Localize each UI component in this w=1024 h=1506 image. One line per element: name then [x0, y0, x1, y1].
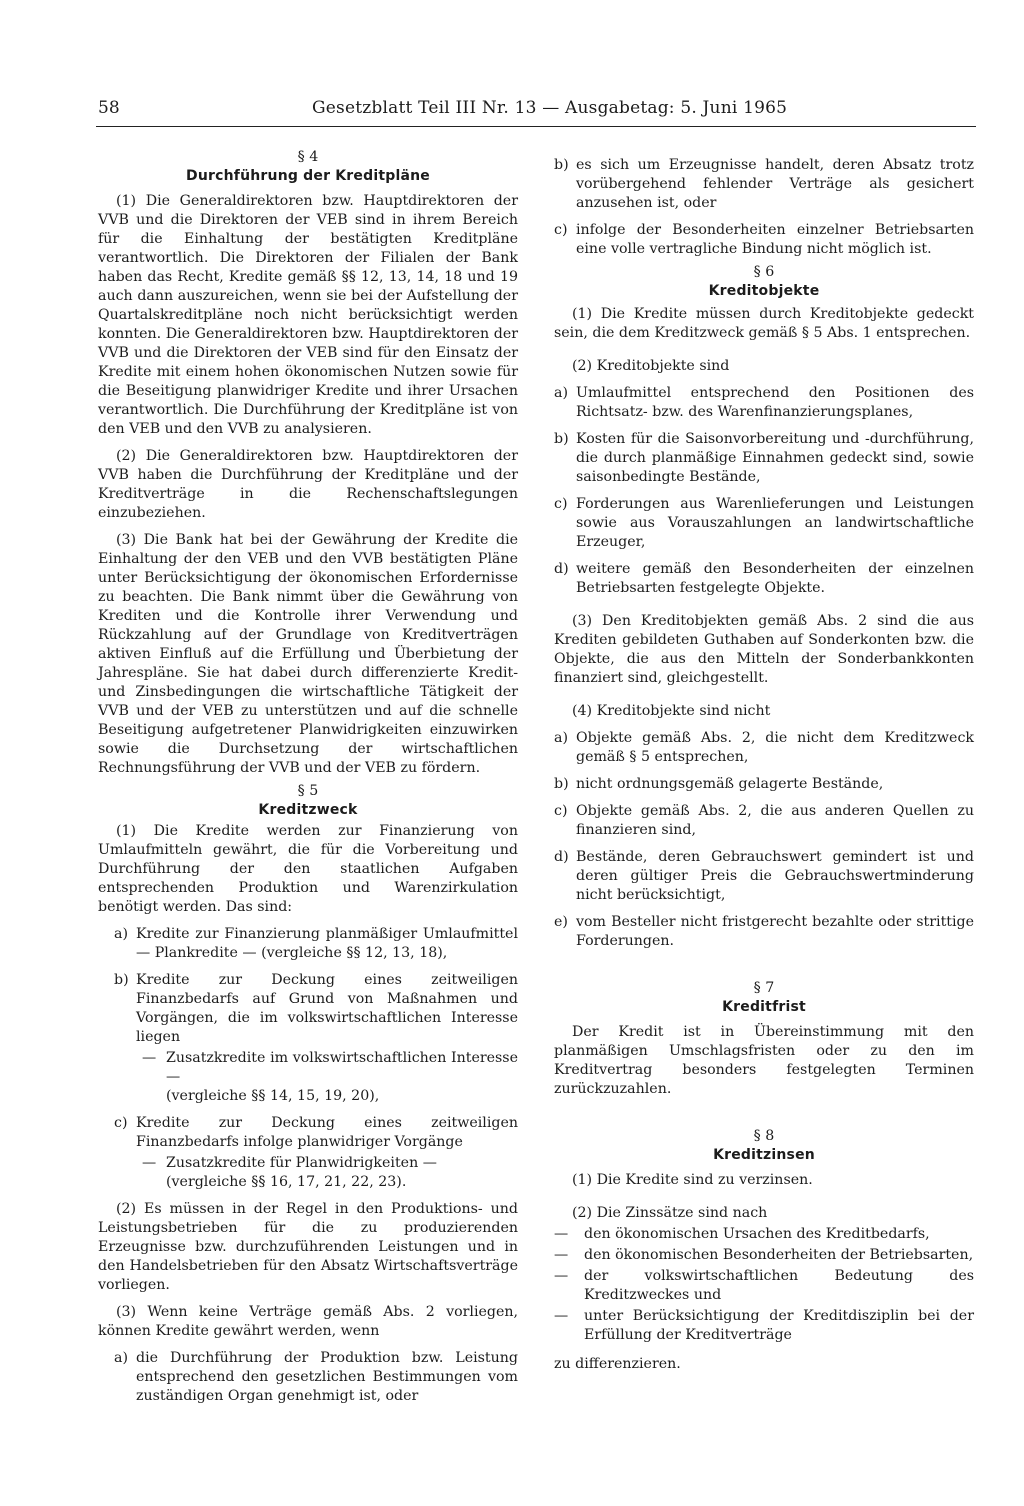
section-4-paragraph-3: (3) Die Bank hat bei der Gewährung der Kredite die Einhaltung der den VEB und den VVB bestätigten Pläne unter Berücksichtigung der ökonomischen Erfordernisse zu beachten. Die Bank nimmt über die Gewährung von Krediten und die Kontrolle ihrer Verwendung und Rückzahlung auf der Grundlage von Kreditverträgen aktiven Einfluß auf die Erfüllung und Überbietung der Jahrespläne. Sie hat dabei durch differenzierte Kredit- und Zinsbedingungen die wirtschaftliche Tätigkeit der VVB und der VEB zu unterstützen und auf die schnelle Beseitigung aufgetretener Planwidrigkeiten einzuwirken sowie die Durchsetzung der wirtschaftlichen Rechnungsführung der VVB und der VEB zu fördern. [98, 532, 518, 776]
item-text: Bestände, deren Gebrauchswert gemindert ist und deren gültiger Preis die Gebrauchswertminderung nicht berücksichtigt, [576, 849, 974, 903]
item-text: die Durchführung der Produktion bzw. Leistung entsprechend den gesetzlichen Bestimmungen vom zuständigen Organ genehmigt ist, oder [136, 1350, 518, 1404]
item-text: es sich um Erzeugnisse handelt, deren Absatz trotz vorübergehend fehlender Verträge als gesichert anzusehen ist, oder [576, 157, 974, 211]
section-5-paragraph-1: (1) Die Kredite werden zur Finanzierung von Umlaufmitteln gewährt, die für die Vorbereitung und Durchführung der den staatlichen Aufgaben entsprechenden Produktion und Warenzirkulation benötigt werden. Das sind: [98, 823, 518, 915]
dash-label: — [142, 1155, 157, 1171]
list-item [554, 913, 974, 951]
item-text: Objekte gemäß Abs. 2, die aus anderen Quellen zu finanzieren sind, [576, 803, 974, 838]
section-5-item-a [98, 925, 518, 963]
list-item [554, 729, 974, 767]
item-text: weitere gemäß den Besonderheiten der einzelnen Betriebsarten festgelegte Objekte. [576, 561, 974, 596]
list-item [554, 560, 974, 598]
section-7-number: § 7 [753, 980, 775, 996]
section-5-condition-b [554, 156, 974, 213]
section-5-condition-c [554, 221, 974, 259]
item-text: Objekte gemäß Abs. 2, die nicht dem Kreditzweck gemäß § 5 entsprechen, [576, 730, 974, 765]
item-text: vom Besteller nicht fristgerecht bezahlte oder strittige Forderungen. [576, 914, 974, 949]
item-label: b) [554, 431, 569, 447]
section-8-closing: zu differenzieren. [554, 1356, 681, 1372]
item-text: infolge der Besonderheiten einzelner Betriebsarten eine volle vertragliche Bindung nicht möglich ist. [576, 222, 974, 257]
running-title: Gesetzblatt Teil III Nr. 13 — Ausgabetag: 5. Juni 1965 [312, 98, 788, 118]
item-label: a) [114, 1350, 128, 1366]
item-text: Kredite zur Finanzierung planmäßiger Umlaufmittel — Plankredite — (vergleiche §§ 12, 13, 18), [136, 926, 518, 961]
section-6-paragraph-3: (3) Den Kreditobjekten gemäß Abs. 2 sind die aus Krediten gebildeten Guthaben auf Sonderkonten bzw. die Objekte, die aus den Mitteln der Sonderbankkonten finanziert sind, gleichgestellt. [554, 613, 974, 686]
section-4-paragraph-2: (2) Die Generaldirektoren bzw. Hauptdirektoren der VVB haben die Durchführung der Kreditpläne und der Kreditverträge in die Rechenschaftslegungen einzubeziehen. [98, 448, 518, 521]
item-text: nicht ordnungsgemäß gelagerte Bestände, [576, 776, 884, 792]
item-label: c) [554, 803, 568, 819]
item-label: a) [114, 926, 128, 942]
section-6-paragraph-4: (4) Kreditobjekte sind nicht [572, 703, 771, 719]
section-5-condition-a [98, 1349, 518, 1406]
item-text: Kredite zur Deckung eines zeitweiligen Finanzbedarfs auf Grund von Maßnahmen und Vorgängen, die im volkswirtschaftlichen Interesse liegen [136, 972, 518, 1045]
section-5-number: § 5 [297, 783, 319, 799]
section-5-item-c-dash [98, 1154, 518, 1192]
list-item [554, 1307, 974, 1345]
section-5-item-b [98, 971, 518, 1047]
section-6-number: § 6 [753, 264, 775, 280]
section-6-paragraph-1: (1) Die Kredite müssen durch Kreditobjekte gedeckt sein, die dem Kreditzweck gemäß § 5 Abs. 1 entsprechen. [554, 306, 974, 341]
item-label: d) [554, 561, 569, 577]
section-5-title: Kreditzweck [258, 802, 358, 818]
section-8-criteria-list [554, 1225, 974, 1345]
section-5-item-b-dash [98, 1049, 518, 1106]
header-rule [96, 126, 976, 127]
section-8-title: Kreditzinsen [713, 1147, 815, 1163]
right-column [554, 156, 974, 1374]
list-item [554, 384, 974, 422]
section-5-paragraph-2: (2) Es müssen in der Regel in den Produktions- und Leistungsbetrieben für die zu produzierenden Erzeugnisse bzw. durchzuführenden Leistungen und in den Handelsbetrieben für den Absatz Wirtschaftsverträge vorliegen. [98, 1201, 518, 1293]
item-label: — [554, 1308, 569, 1324]
item-label: e) [554, 914, 568, 930]
item-text: Umlaufmittel entsprechend den Positionen des Richtsatz- bzw. des Warenfinanzierungsplanes, [576, 385, 974, 420]
list-item [554, 802, 974, 840]
list-item [554, 775, 974, 794]
item-label: b) [114, 972, 129, 988]
item-label: c) [554, 222, 568, 238]
item-label: d) [554, 849, 569, 865]
list-item [554, 1225, 974, 1244]
left-column [98, 148, 518, 1406]
dash-reference: (vergleiche §§ 14, 15, 19, 20), [166, 1088, 380, 1104]
list-item [554, 495, 974, 552]
item-label: a) [554, 730, 568, 746]
item-label: — [554, 1247, 569, 1263]
list-item [554, 1246, 974, 1265]
item-label: b) [554, 776, 569, 792]
section-6-exclusions-list [554, 729, 974, 951]
item-label: a) [554, 385, 568, 401]
item-text: der volkswirtschaftlichen Bedeutung des Kreditzweckes und [584, 1268, 974, 1303]
item-label: — [554, 1226, 569, 1242]
dash-text: Zusatzkredite im volkswirtschaftlichen Interesse — [166, 1050, 518, 1085]
section-5-item-c [98, 1114, 518, 1152]
section-7-title: Kreditfrist [722, 999, 806, 1015]
list-item [554, 1267, 974, 1305]
section-4-title: Durchführung der Kreditpläne [186, 168, 430, 184]
item-text: den ökonomischen Besonderheiten der Betriebsarten, [584, 1247, 974, 1263]
item-label: c) [114, 1115, 128, 1131]
dash-label: — [142, 1050, 157, 1066]
section-8-paragraph-2: (2) Die Zinssätze sind nach [572, 1205, 768, 1221]
section-6-objects-list [554, 384, 974, 598]
section-6-paragraph-2: (2) Kreditobjekte sind [572, 358, 730, 374]
list-item [554, 430, 974, 487]
item-text: Forderungen aus Warenlieferungen und Leistungen sowie aus Vorauszahlungen an landwirtschaftliche Erzeuger, [576, 496, 974, 550]
dash-reference: (vergleiche §§ 16, 17, 21, 22, 23). [166, 1174, 407, 1190]
item-label: — [554, 1268, 569, 1284]
section-8-paragraph-1: (1) Die Kredite sind zu verzinsen. [572, 1172, 813, 1188]
item-label: c) [554, 496, 568, 512]
dash-text: Zusatzkredite für Planwidrigkeiten — [166, 1155, 437, 1171]
page-number: 58 [98, 98, 120, 118]
section-8-number: § 8 [753, 1128, 775, 1144]
item-text: Kosten für die Saisonvorbereitung und -durchführung, die durch planmäßige Einnahmen gedeckt sind, sowie saisonbedingte Bestände, [576, 431, 974, 485]
page-header [98, 98, 974, 126]
section-5-paragraph-3: (3) Wenn keine Verträge gemäß Abs. 2 vorliegen, können Kredite gewährt werden, wenn [98, 1304, 518, 1339]
item-text: unter Berücksichtigung der Kreditdisziplin bei der Erfüllung der Kreditverträge [584, 1308, 974, 1343]
section-4-paragraph-1: (1) Die Generaldirektoren bzw. Hauptdirektoren der VVB und die Direktoren der VEB sind in ihrem Bereich für die Einhaltung der bestätigten Kreditpläne verantwortlich. Die Direktoren der Filialen der Bank haben das Recht, Kredite gemäß §§ 12, 13, 14, 18 und 19 auch dann auszureichen, wenn sie bei der Aufstellung der Quartalskreditpläne noch nicht berücksichtigt werden konnten. Die Generaldirektoren bzw. Hauptdirektoren der VVB und die Direktoren der VEB sind für den Einsatz der Kredite mit einem hohen ökonomischen Nutzen sowie für die Beseitigung planwidriger Kredite und ihrer Ursachen verantwortlich. Die Durchführung der Kreditpläne ist von den VEB und den VVB zu analysieren. [98, 193, 518, 437]
item-text: den ökonomischen Ursachen des Kreditbedarfs, [584, 1226, 930, 1242]
section-6-title: Kreditobjekte [708, 283, 820, 299]
item-text: Kredite zur Deckung eines zeitweiligen Finanzbedarfs infolge planwidriger Vorgänge [136, 1115, 518, 1150]
list-item [554, 848, 974, 905]
section-4-number: § 4 [297, 149, 319, 165]
item-label: b) [554, 157, 569, 173]
section-7-paragraph-1: Der Kredit ist in Übereinstimmung mit den planmäßigen Umschlagsfristen oder zu den im Kreditvertrag besonders festgelegten Terminen zurückzuzahlen. [554, 1024, 974, 1097]
